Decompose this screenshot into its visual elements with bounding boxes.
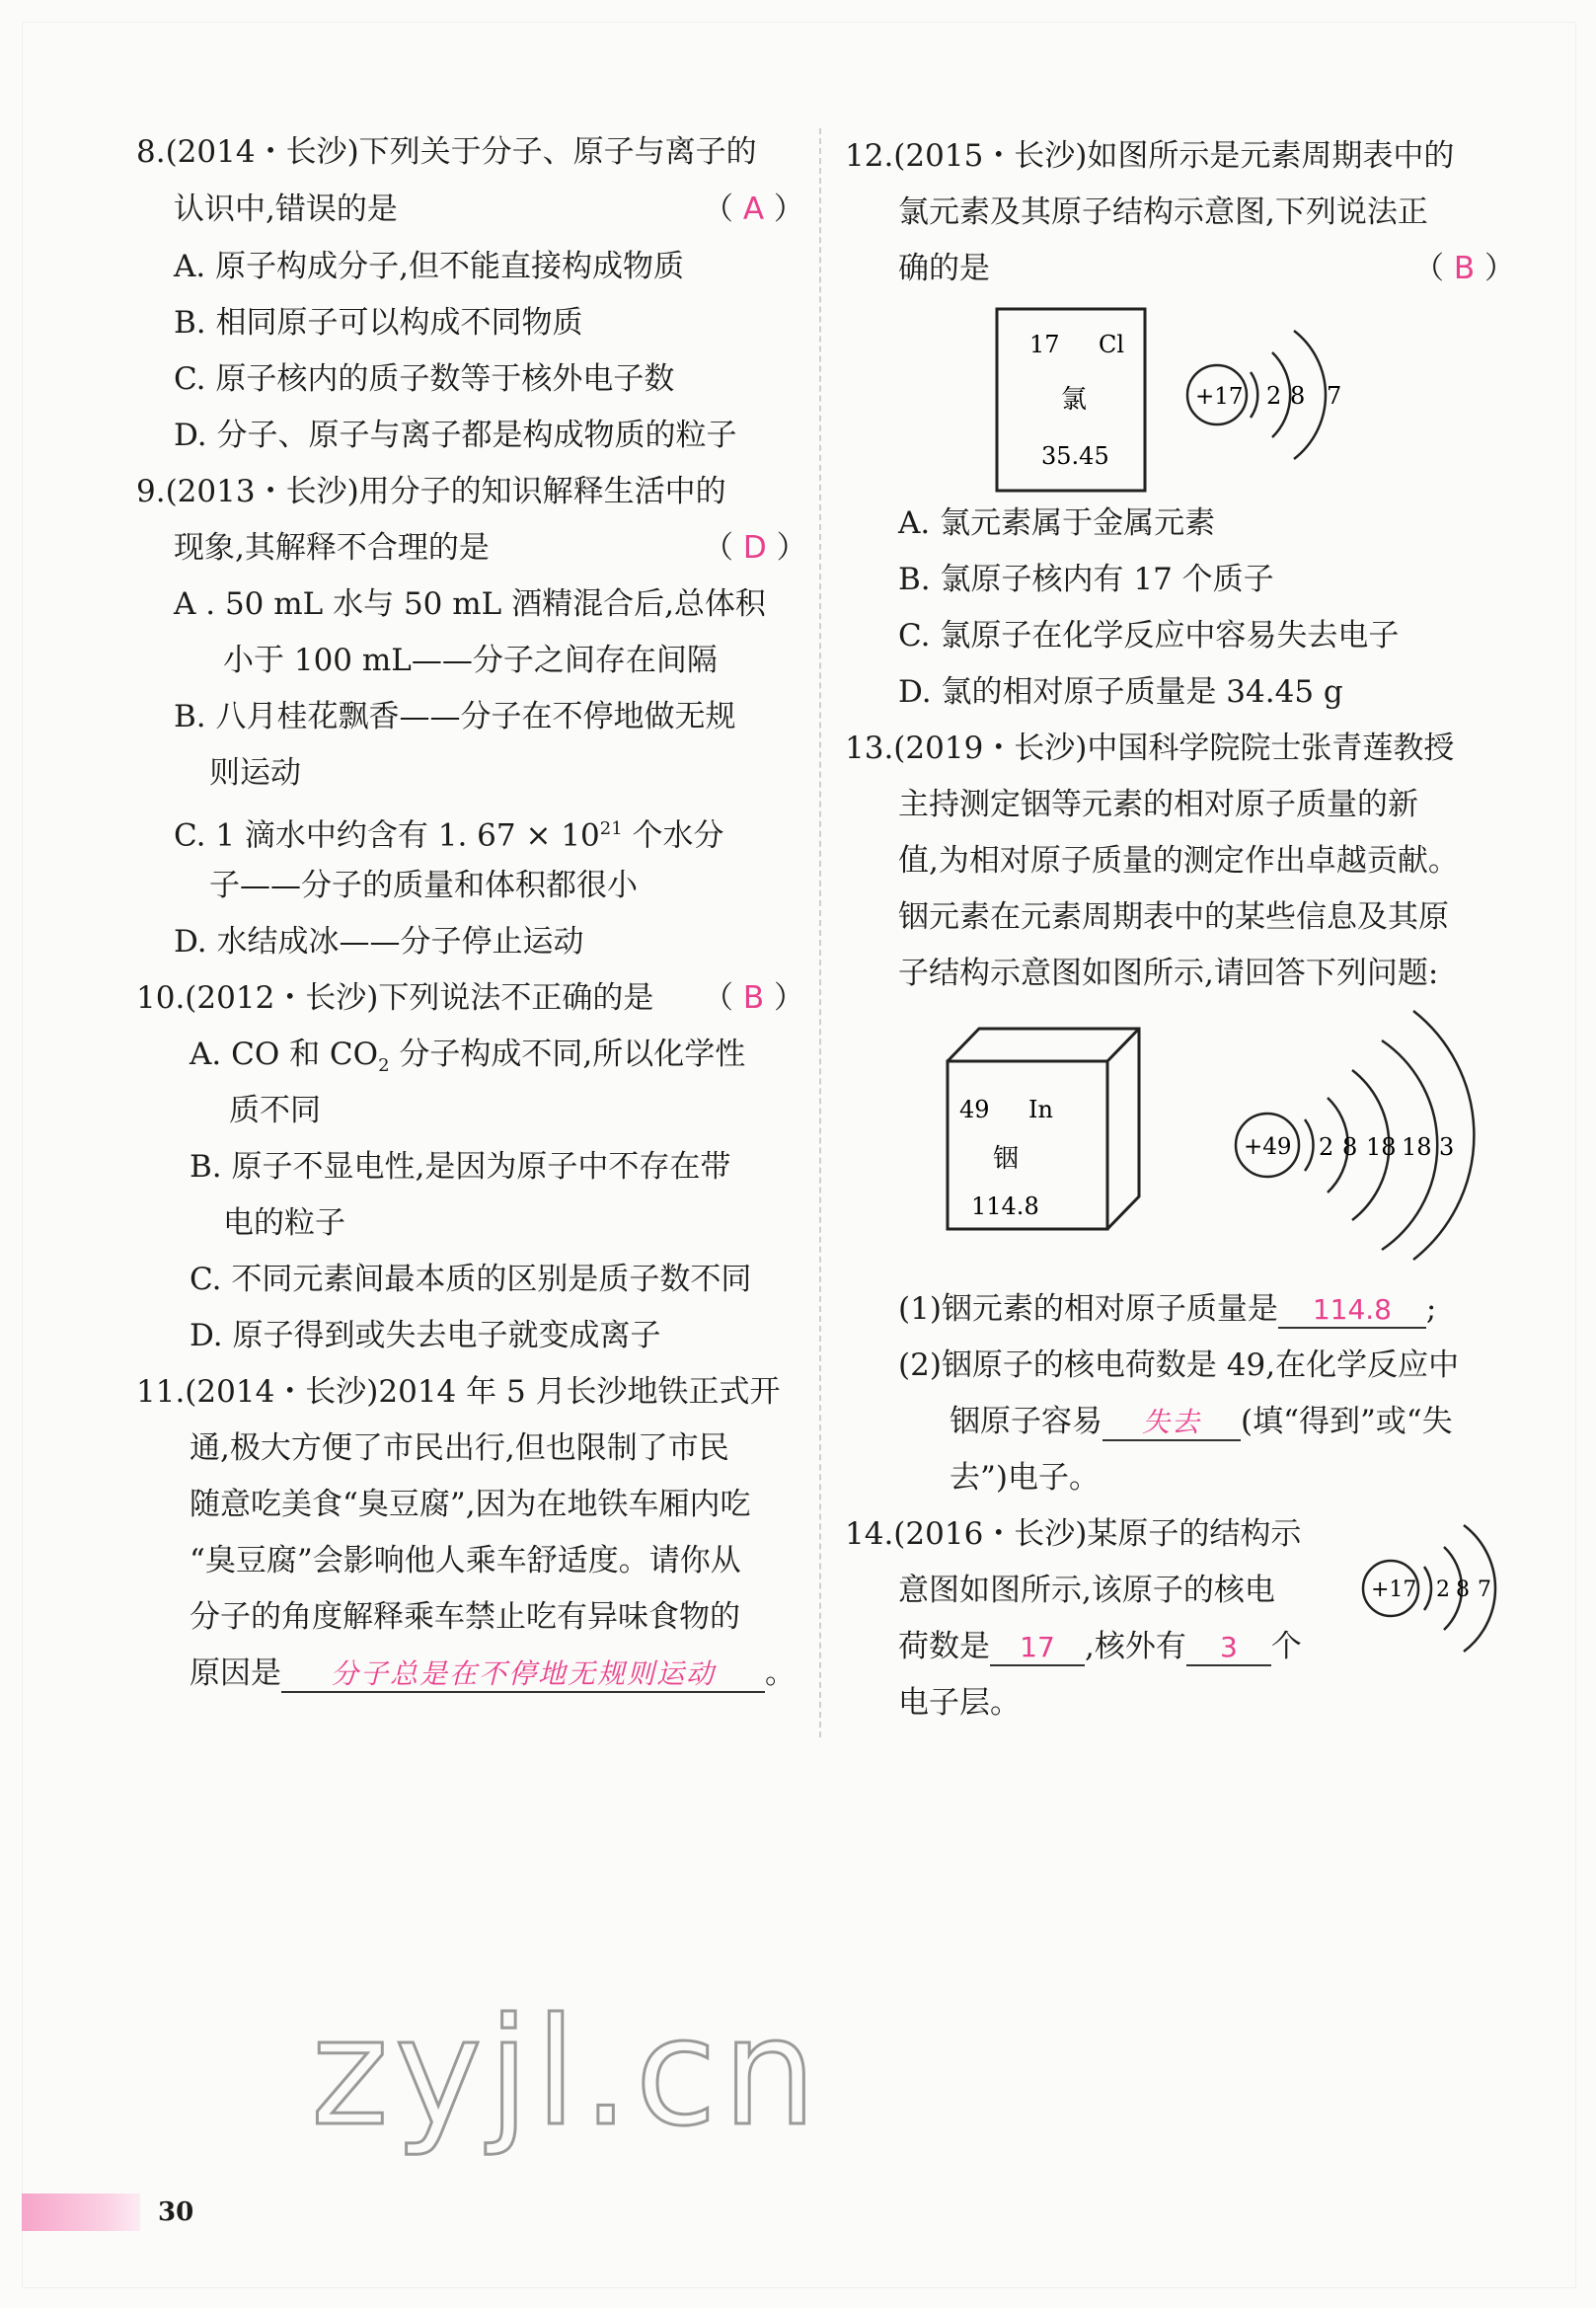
indium-cube-edge (1107, 1029, 1139, 1061)
indium-shell-2: 8 (1342, 1133, 1358, 1161)
q14-line2: 意图如图所示,该原子的核电 (898, 1573, 1275, 1608)
q14-figure (1357, 1515, 1500, 1663)
q12-option-b: B. 氯原子核内有 17 个质子 (898, 562, 1274, 597)
indium-shell-4: 18 (1402, 1133, 1432, 1161)
q9-option-b-line1: B. 八月桂花飘香——分子在不停地做无规 (174, 699, 736, 734)
q14-nucleus-charge: +17 (1371, 1577, 1417, 1602)
q8-answer: A (742, 192, 765, 227)
q10-option-a-line1: A. CO 和 $CO_2$ 分子构成不同,所以化学性 (190, 1037, 746, 1077)
q10-answer-bracket: （ B ） (703, 980, 804, 1016)
q9-option-c-line1: C. 1 滴水中约含有 1. $67 \times 10^{21}$ 个水分 (174, 817, 724, 854)
indium-shell-5: 3 (1439, 1133, 1455, 1161)
chlorine-symbol: Cl (1099, 331, 1125, 358)
q13-line5: 子结构示意图如图所示,请回答下列问题: (898, 956, 1439, 991)
q10-option-c: C. 不同元素间最本质的区别是质子数不同 (190, 1262, 752, 1297)
q11-line5: 分子的角度解释乘车禁止吃有异味食物的 (190, 1599, 740, 1635)
q9-answer-bracket: （ D ） (703, 530, 807, 566)
q14-shell-1: 2 (1436, 1577, 1450, 1602)
q10-option-a-line2: 质不同 (229, 1093, 321, 1128)
q10-option-d: D. 原子得到或失去电子就变成离子 (190, 1318, 661, 1353)
chlorine-shell-3: 7 (1327, 382, 1342, 410)
chlorine-atomic-number: 17 (1029, 331, 1060, 358)
q13-part2-answer: 失去 (1141, 1406, 1201, 1438)
q10-option-b-line1: B. 原子不显电性,是因为原子中不存在带 (190, 1149, 731, 1185)
indium-mass: 114.8 (971, 1192, 1039, 1220)
q13-line2: 主持测定铟等元素的相对原子质量的新 (898, 787, 1418, 822)
q12-option-d: D. 氯的相对原子质量是 34.45 g (898, 674, 1343, 710)
q9-stem-line1: 9.(2013・长沙)用分子的知识解释生活中的 (136, 474, 726, 509)
q8-option-b: B. 相同原子可以构成不同物质 (174, 305, 583, 341)
chlorine-mass: 35.45 (1041, 442, 1109, 470)
q13-line3: 值,为相对原子质量的测定作出卓越贡献。 (898, 843, 1459, 879)
q9-option-a-line1: A . 50 mL 水与 50 mL 酒精混合后,总体积 (174, 586, 766, 622)
indium-name: 铟 (993, 1144, 1020, 1174)
q8-stem-line1: 8.(2014・长沙)下列关于分子、原子与离子的 (136, 134, 757, 170)
q9-option-a-line2: 小于 100 mL——分子之间存在间隔 (223, 643, 718, 678)
q11-line2: 通,极大方便了市民出行,但也限制了市民 (190, 1430, 729, 1466)
q13-line4: 铟元素在元素周期表中的某些信息及其原 (898, 899, 1449, 935)
q11-answer-blank[interactable] (281, 1655, 765, 1693)
q12-stem-line1: 12.(2015・长沙)如图所示是元素周期表中的 (845, 138, 1455, 174)
q14-blank-2[interactable] (1186, 1629, 1271, 1666)
indium-nucleus-charge: +49 (1244, 1134, 1292, 1160)
q14-answer-2: 3 (1219, 1631, 1238, 1663)
q14-blank-1[interactable] (990, 1629, 1085, 1666)
q8-option-d: D. 分子、原子与离子都是构成物质的粒子 (174, 418, 737, 453)
indium-shell-arc-1 (1305, 1119, 1314, 1171)
q14-line4: 电子层。 (898, 1685, 1021, 1721)
q14-line3: 荷数是 17 ,核外有 3 个 (898, 1629, 1302, 1664)
q13-part1-blank[interactable] (1278, 1291, 1426, 1329)
q12-option-c: C. 氯原子在化学反应中容易失去电子 (898, 618, 1400, 654)
page-number: 30 (158, 2197, 194, 2227)
q8-stem-line2: 认识中,错误的是 (174, 192, 398, 227)
q14-answer-1: 17 (1020, 1631, 1055, 1663)
q13-part1-answer: 114.8 (1312, 1293, 1392, 1326)
q13-part2-blank[interactable] (1102, 1404, 1241, 1441)
indium-shell-3: 18 (1366, 1133, 1397, 1161)
q9-stem-line2: 现象,其解释不合理的是 (174, 530, 490, 566)
q13-part2-line2: 铟原子容易 失去 (填“得到”或“失 (950, 1404, 1453, 1439)
indium-atomic-number: 49 (959, 1096, 990, 1123)
q13-line1: 13.(2019・长沙)中国科学院院士张青莲教授 (845, 731, 1455, 766)
watermark: zyjl.cn (311, 1987, 823, 2159)
q8-answer-bracket: （ A ） (703, 192, 804, 227)
q12-stem-line3: 确的是 (898, 251, 990, 286)
q12-option-a: A. 氯元素属于金属元素 (898, 505, 1216, 541)
q8-option-c: C. 原子核内的质子数等于核外电子数 (174, 361, 675, 397)
q12-stem-line2: 氯元素及其原子结构示意图,下列说法正 (898, 194, 1428, 230)
column-divider (819, 128, 821, 1737)
q12-answer: B (1453, 251, 1476, 286)
q10-option-b-line2: 电的粒子 (223, 1205, 345, 1241)
indium-symbol: In (1028, 1096, 1053, 1123)
chlorine-shell-2: 8 (1290, 382, 1306, 410)
q13-part1: (1)铟元素的相对原子质量是 114.8 ; (898, 1291, 1437, 1327)
q9-answer: D (742, 530, 767, 566)
q9-option-d: D. 水结成冰——分子停止运动 (174, 924, 584, 960)
q11-line6: 原因是 分子总是在不停地无规则运动 。 (190, 1655, 796, 1691)
q9-option-b-line2: 则运动 (209, 755, 301, 791)
q11-line1: 11.(2014・长沙)2014 年 5 月长沙地铁正式开 (136, 1374, 781, 1410)
q12-answer-bracket: （ B ） (1413, 251, 1515, 286)
chlorine-nucleus-charge: +17 (1195, 384, 1244, 410)
q14-shell-2: 8 (1456, 1577, 1470, 1602)
q13-figure (938, 1007, 1490, 1264)
chlorine-shell-arc-1 (1251, 372, 1257, 418)
q13-part2-line1: (2)铟原子的核电荷数是 49,在化学反应中 (898, 1347, 1460, 1383)
q11-answer: 分子总是在不停地无规则运动 (330, 1657, 716, 1690)
indium-shell-1: 2 (1319, 1133, 1334, 1161)
q8-option-a: A. 原子构成分子,但不能直接构成物质 (174, 249, 684, 284)
q12-figure (992, 301, 1357, 499)
chlorine-name: 氯 (1061, 385, 1088, 415)
q11-line3: 随意吃美食“臭豆腐”,因为在地铁车厢内吃 (190, 1487, 751, 1522)
q14-line1: 14.(2016・长沙)某原子的结构示 (845, 1516, 1302, 1552)
page-number-bar (22, 2193, 140, 2231)
chlorine-shell-1: 2 (1266, 382, 1282, 410)
q10-answer: B (742, 980, 765, 1016)
q13-part2-line3: 去”)电子。 (950, 1460, 1100, 1496)
q14-shell-3: 7 (1478, 1577, 1491, 1602)
q9-option-c-line2: 子——分子的质量和体积都很小 (209, 868, 638, 903)
q10-stem: 10.(2012・长沙)下列说法不正确的是 (136, 980, 654, 1016)
q11-line4: “臭豆腐”会影响他人乘车舒适度。请你从 (190, 1543, 741, 1578)
q14-shell-arc-1 (1424, 1567, 1431, 1610)
